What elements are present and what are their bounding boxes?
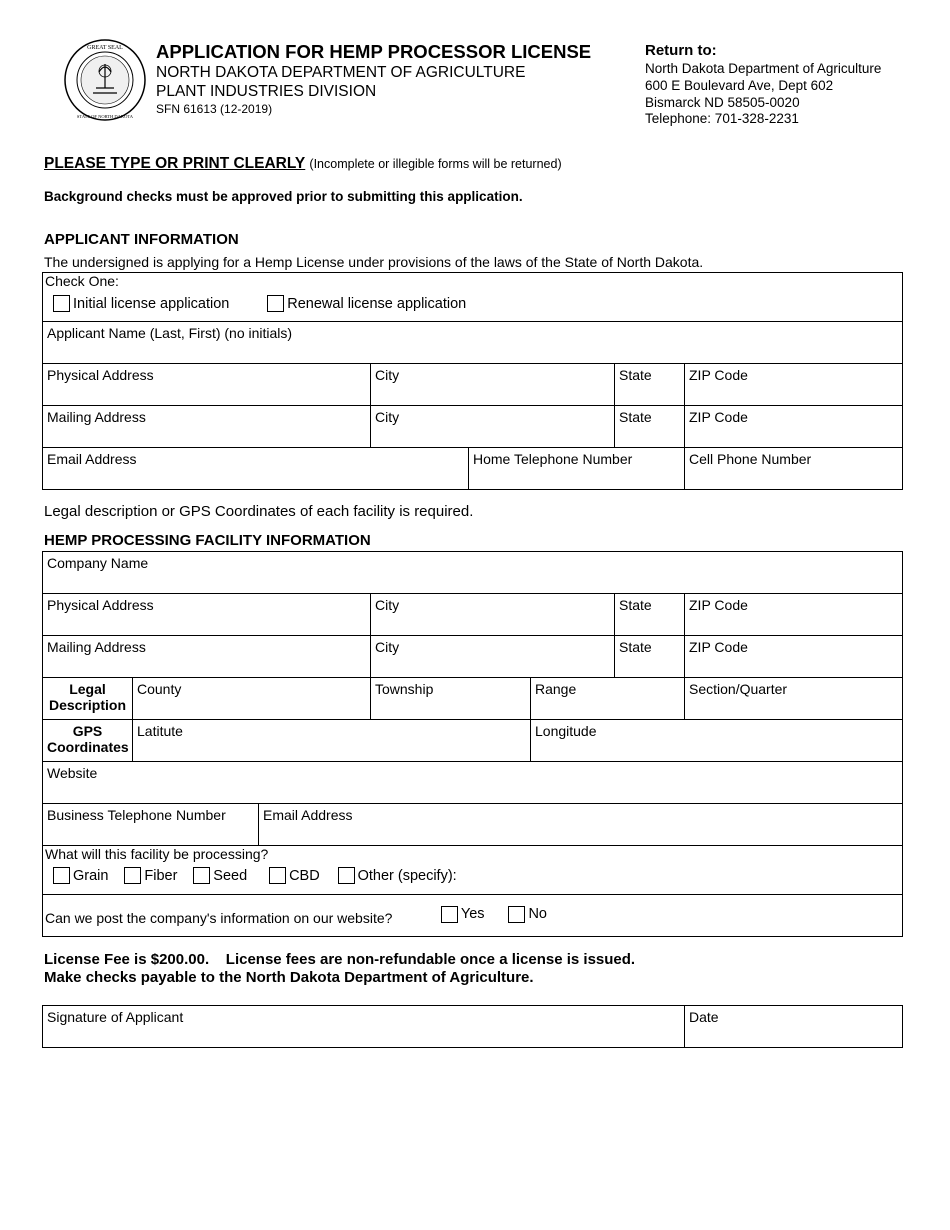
north-dakota-seal-icon xyxy=(63,38,147,122)
facility-physical-address-field[interactable]: Physical Address xyxy=(43,594,371,636)
applicant-table xyxy=(42,272,903,490)
date-field[interactable]: Date xyxy=(685,1006,903,1048)
county-field[interactable]: County xyxy=(133,678,371,720)
range-field[interactable]: Range xyxy=(531,678,685,720)
facility-mailing-state-field[interactable]: State xyxy=(615,636,685,678)
applicant-mailing-city-field[interactable]: City xyxy=(371,406,615,448)
applicant-email-field[interactable]: Email Address xyxy=(43,448,469,490)
initial-license-checkbox[interactable] xyxy=(53,295,70,312)
applicant-physical-city-field[interactable]: City xyxy=(371,364,615,406)
other-option[interactable] xyxy=(338,867,457,884)
svg-text:STATE OF NORTH DAKOTA: STATE OF NORTH DAKOTA xyxy=(76,114,134,119)
applicant-physical-address-field[interactable]: Physical Address xyxy=(43,364,371,406)
applicant-mailing-state-field[interactable]: State xyxy=(615,406,685,448)
facility-physical-zip-field[interactable]: ZIP Code xyxy=(685,594,903,636)
legal-description-label: Legal Description xyxy=(43,678,133,720)
other-checkbox[interactable] xyxy=(338,867,355,884)
applicant-mailing-address-field[interactable]: Mailing Address xyxy=(43,406,371,448)
applicant-name-field[interactable]: Applicant Name (Last, First) (no initials) xyxy=(43,322,903,364)
department-name: NORTH DAKOTA DEPARTMENT OF AGRICULTURE xyxy=(156,64,526,81)
payable-note: Make checks payable to the North Dakota Department of Agriculture. xyxy=(44,969,534,986)
license-type-cell xyxy=(43,273,903,322)
consent-no-checkbox[interactable] xyxy=(508,906,525,923)
applicant-section-heading: APPLICANT INFORMATION xyxy=(44,231,239,248)
check-one-label: Check One: xyxy=(45,273,119,289)
consent-no-label: No xyxy=(528,906,547,922)
consent-yes-label: Yes xyxy=(460,906,485,922)
facility-section-heading: HEMP PROCESSING FACILITY INFORMATION xyxy=(44,532,371,549)
grain-option[interactable] xyxy=(53,867,108,884)
fiber-option[interactable] xyxy=(124,867,177,884)
grain-checkbox[interactable] xyxy=(53,867,70,884)
facility-physical-city-field[interactable]: City xyxy=(371,594,615,636)
seed-option[interactable] xyxy=(193,867,247,884)
company-name-field[interactable]: Company Name xyxy=(43,552,903,594)
signature-table xyxy=(42,1005,903,1048)
cbd-option[interactable] xyxy=(269,867,320,884)
applicant-home-phone-field[interactable]: Home Telephone Number xyxy=(469,448,685,490)
cbd-label: CBD xyxy=(289,867,320,884)
cbd-checkbox[interactable] xyxy=(269,867,286,884)
return-to-heading: Return to: xyxy=(645,42,717,59)
consent-no-option[interactable] xyxy=(508,906,547,923)
applicant-mailing-zip-field[interactable]: ZIP Code xyxy=(685,406,903,448)
website-consent-cell xyxy=(43,895,903,937)
initial-license-label: Initial license application xyxy=(73,295,230,312)
svg-text:GREAT SEAL: GREAT SEAL xyxy=(87,45,123,51)
return-line-2: 600 E Boulevard Ave, Dept 602 xyxy=(645,78,834,93)
form-title: APPLICATION FOR HEMP PROCESSOR LICENSE xyxy=(156,41,592,62)
applicant-cell-phone-field[interactable]: Cell Phone Number xyxy=(685,448,903,490)
legal-gps-note: Legal description or GPS Coordinates of each facility is required. xyxy=(44,503,474,520)
facility-email-field[interactable]: Email Address xyxy=(259,804,903,846)
business-phone-field[interactable]: Business Telephone Number xyxy=(43,804,259,846)
processing-type-cell xyxy=(43,846,903,895)
renewal-license-label: Renewal license application xyxy=(287,295,467,312)
consent-yes-checkbox[interactable] xyxy=(441,906,458,923)
seed-label: Seed xyxy=(213,867,248,884)
return-line-3: Bismarck ND 58505-0020 xyxy=(645,95,800,110)
applicant-physical-state-field[interactable]: State xyxy=(615,364,685,406)
print-clearly-subnote: (Incomplete or illegible forms will be returned) xyxy=(309,157,562,171)
initial-license-option[interactable] xyxy=(53,295,229,312)
return-line-4: Telephone: 701-328-2231 xyxy=(645,111,799,126)
gps-coordinates-label: GPS Coordinates xyxy=(43,720,133,762)
website-consent-question: Can we post the company's information on our website? xyxy=(45,909,393,926)
latitude-field[interactable]: Latitute xyxy=(133,720,531,762)
facility-mailing-city-field[interactable]: City xyxy=(371,636,615,678)
signature-field[interactable]: Signature of Applicant xyxy=(43,1006,685,1048)
facility-mailing-zip-field[interactable]: ZIP Code xyxy=(685,636,903,678)
consent-yes-option[interactable] xyxy=(441,906,485,923)
license-fee-note: License Fee is $200.00. License fees are non-refundable once a license is issued. xyxy=(44,951,636,968)
processing-question: What will this facility be processing? xyxy=(45,846,269,862)
section-quarter-field[interactable]: Section/Quarter xyxy=(685,678,903,720)
website-field[interactable]: Website xyxy=(43,762,903,804)
other-label: Other (specify): xyxy=(357,867,457,884)
fiber-checkbox[interactable] xyxy=(124,867,141,884)
township-field[interactable]: Township xyxy=(371,678,531,720)
print-clearly-note xyxy=(44,155,562,173)
applicant-intro: The undersigned is applying for a Hemp License under provisions of the laws of the State of North Dakota. xyxy=(44,254,704,270)
background-check-note: Background checks must be approved prior to submitting this application. xyxy=(44,189,523,204)
division-name: PLANT INDUSTRIES DIVISION xyxy=(156,83,377,100)
return-line-1: North Dakota Department of Agriculture xyxy=(645,61,882,76)
renewal-license-checkbox[interactable] xyxy=(267,295,284,312)
applicant-physical-zip-field[interactable]: ZIP Code xyxy=(685,364,903,406)
seed-checkbox[interactable] xyxy=(193,867,210,884)
form-number: SFN 61613 (12-2019) xyxy=(156,102,273,116)
renewal-license-option[interactable] xyxy=(267,295,466,312)
longitude-field[interactable]: Longitude xyxy=(531,720,903,762)
print-clearly: PLEASE TYPE OR PRINT CLEARLY xyxy=(44,155,306,172)
facility-mailing-address-field[interactable]: Mailing Address xyxy=(43,636,371,678)
grain-label: Grain xyxy=(73,867,109,884)
facility-physical-state-field[interactable]: State xyxy=(615,594,685,636)
facility-table xyxy=(42,551,903,937)
fiber-label: Fiber xyxy=(144,867,178,884)
